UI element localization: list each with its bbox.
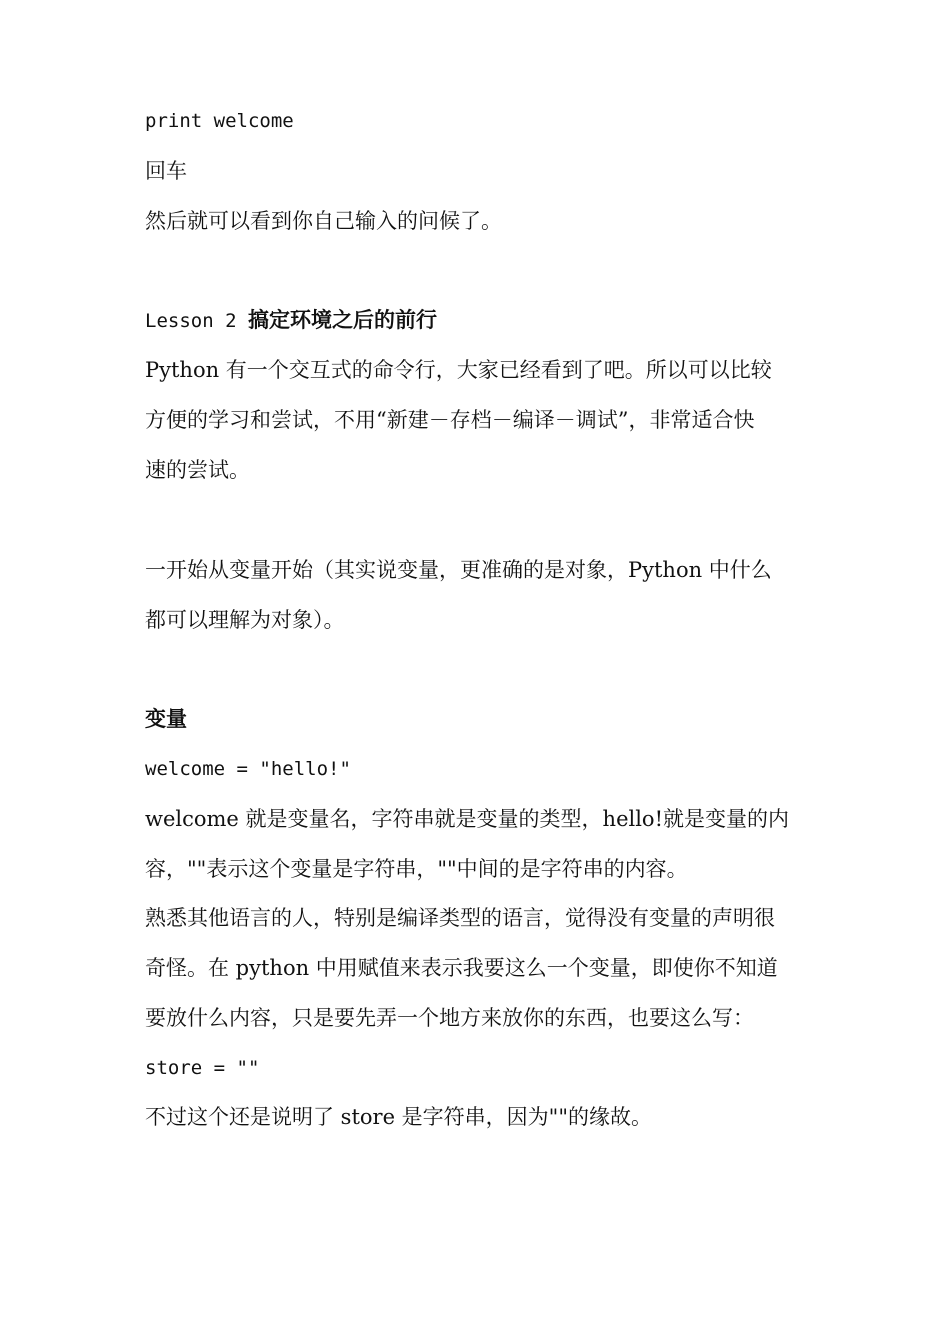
lesson2-title: 搞定环境之后的前行 (247, 308, 437, 332)
para4-line2: 奇怪。在 python 中用赋值来表示我要这么一个变量，即使你不知道 (145, 956, 778, 980)
code-print-welcome: print welcome (145, 110, 294, 132)
para2-line2: 都可以理解为对象）。 (145, 608, 345, 632)
para4-line3: 要放什么内容，只是要先弄一个地方来放你的东西，也要这么写： (145, 1006, 754, 1030)
para1-line3: 速的尝试。 (145, 458, 250, 482)
section-heading-variables: 变量 (145, 707, 187, 731)
para4-line1: 熟悉其他语言的人，特别是编译类型的语言，觉得没有变量的声明很 (145, 906, 775, 930)
para1-line2: 方便的学习和尝试，不用“新建－存档－编译－调试”，非常适合快 (145, 408, 755, 432)
code-store-assign: store = "" (145, 1057, 260, 1079)
para3-line2: 容，""表示这个变量是字符串，""中间的是字符串的内容。 (145, 857, 688, 881)
para2-line1: 一开始从变量开始（其实说变量，更准确的是对象，Python 中什么 (145, 558, 772, 582)
greeting-line: 然后就可以看到你自己输入的问候了。 (145, 209, 502, 233)
para3-line1: welcome 就是变量名，字符串就是变量的类型，hello!就是变量的内 (145, 807, 790, 831)
para5: 不过这个还是说明了 store 是字符串，因为""的缘故。 (145, 1105, 652, 1129)
para1-line1: Python 有一个交互式的命令行，大家已经看到了吧。所以可以比较 (145, 358, 772, 382)
lesson2-heading (145, 305, 825, 336)
lesson2-prefix: Lesson 2 (145, 310, 248, 332)
enter-line: 回车 (145, 159, 187, 183)
code-welcome-assign: welcome = "hello!" (145, 758, 351, 780)
